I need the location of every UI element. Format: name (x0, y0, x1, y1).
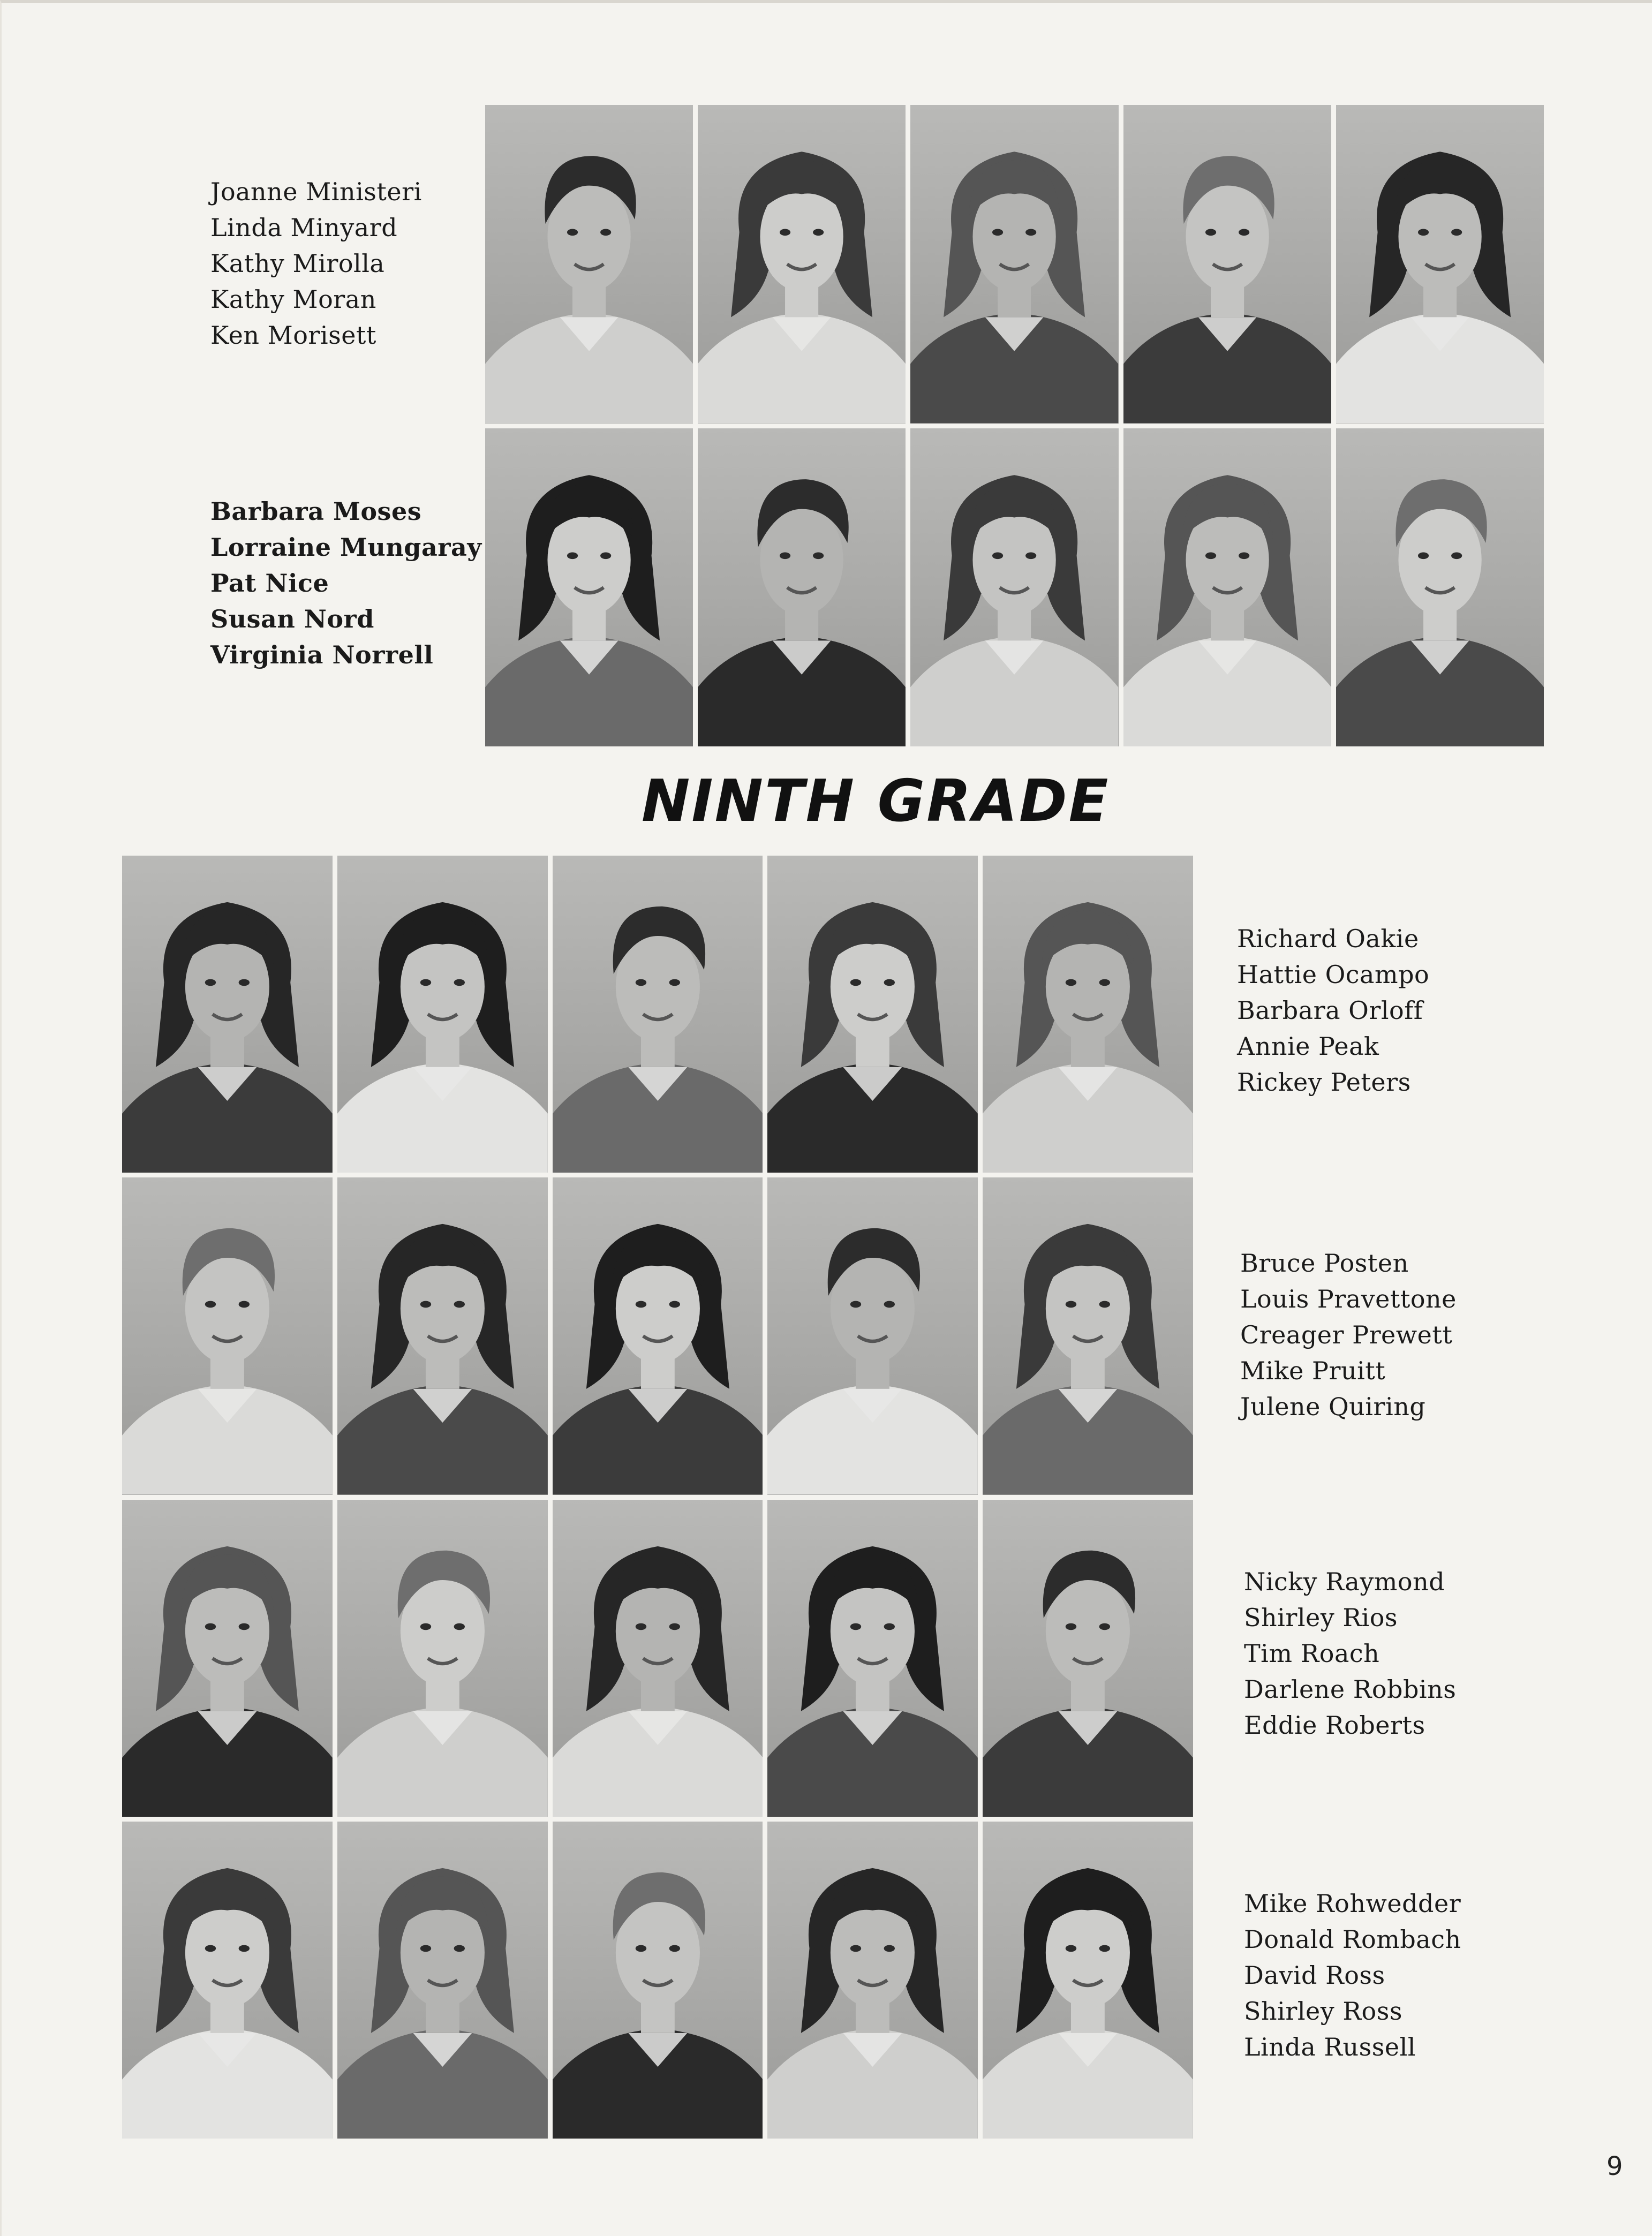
ninth-grade-name-list-row-3 (1244, 1564, 1456, 1743)
ninth-grade-name-list-row-2 (1240, 1245, 1457, 1425)
portrait-drawing (910, 105, 1118, 424)
portrait-drawing (553, 1500, 763, 1817)
top-portrait-photo (485, 105, 693, 424)
portrait-drawing (910, 428, 1118, 747)
portrait-drawing (122, 856, 333, 1173)
student-name: Shirley Ross (1244, 1997, 1402, 2026)
student-name: Joanne Ministeri (210, 177, 422, 206)
top-portrait-photo (910, 105, 1118, 424)
portrait-drawing (122, 1177, 333, 1494)
student-name: Linda Russell (1244, 2033, 1416, 2061)
portrait-drawing (337, 1177, 548, 1494)
page-number: 9 (1606, 2151, 1623, 2181)
top-portrait-photo (1123, 105, 1331, 424)
portrait-drawing (337, 856, 548, 1173)
ninth-grade-portrait-photo (767, 1500, 978, 1817)
portrait-drawing (1123, 105, 1331, 424)
ninth-grade-portrait-photo (767, 856, 978, 1173)
portrait-drawing (1336, 105, 1544, 424)
ninth-grade-portrait-photo (983, 1822, 1193, 2139)
portrait-drawing (983, 1177, 1193, 1494)
student-name: Bruce Posten (1240, 1249, 1409, 1278)
ninth-grade-portrait-photo (122, 856, 333, 1173)
portrait-drawing (767, 1177, 978, 1494)
portrait-drawing (553, 856, 763, 1173)
student-name: Rickey Peters (1237, 1068, 1411, 1097)
portrait-drawing (698, 105, 906, 424)
name-list-row-2 (210, 494, 482, 673)
portrait-drawing (767, 856, 978, 1173)
ninth-grade-portrait-photo (337, 856, 548, 1173)
portrait-drawing (1336, 428, 1544, 747)
ninth-grade-portrait-photo (122, 1500, 333, 1817)
ninth-grade-name-list-row-1 (1237, 921, 1429, 1100)
ninth-grade-portrait-photo (983, 856, 1193, 1173)
portrait-drawing (122, 1500, 333, 1817)
portrait-drawing (553, 1177, 763, 1494)
portrait-drawing (983, 856, 1193, 1173)
student-name: Linda Minyard (210, 213, 398, 242)
ninth-grade-portrait-photo (983, 1177, 1193, 1494)
student-name: Kathy Mirolla (210, 249, 385, 278)
portrait-drawing (337, 1822, 548, 2139)
portrait-drawing (983, 1822, 1193, 2139)
student-name: Lorraine Mungaray (210, 533, 482, 562)
portrait-drawing (122, 1822, 333, 2139)
portrait-drawing (698, 428, 906, 747)
portrait-drawing (767, 1500, 978, 1817)
student-name: Mike Pruitt (1240, 1356, 1386, 1385)
portrait-drawing (553, 1822, 763, 2139)
portrait-drawing (983, 1500, 1193, 1817)
ninth-grade-portrait-photo (553, 1500, 763, 1817)
student-name: Tim Roach (1244, 1639, 1380, 1668)
student-name: Nicky Raymond (1244, 1567, 1445, 1596)
ninth-grade-portrait-photo (553, 1177, 763, 1494)
student-name: Julene Quiring (1240, 1392, 1426, 1421)
top-portrait-photo (698, 105, 906, 424)
portrait-drawing (485, 105, 693, 424)
top-portrait-photo (1336, 105, 1544, 424)
student-name: Louis Pravettone (1240, 1285, 1457, 1313)
student-name: Eddie Roberts (1244, 1711, 1425, 1740)
student-name: Mike Rohwedder (1244, 1889, 1461, 1918)
student-name: Darlene Robbins (1244, 1675, 1457, 1704)
portrait-drawing (485, 428, 693, 747)
top-portrait-photo (910, 428, 1118, 747)
name-list-row-1 (210, 174, 422, 353)
ninth-grade-portrait-photo (122, 1177, 333, 1494)
student-name: Donald Rombach (1244, 1925, 1461, 1954)
top-portrait-photo (1123, 428, 1331, 747)
student-name: Ken Morisett (210, 321, 376, 350)
top-portrait-photo (485, 428, 693, 747)
student-name: Barbara Orloff (1237, 996, 1423, 1025)
student-name: Susan Nord (210, 605, 374, 633)
ninth-grade-name-list-row-4 (1244, 1886, 1461, 2065)
student-name: Barbara Moses (210, 497, 422, 526)
ninth-grade-photo-grid (122, 856, 1193, 2139)
student-name: Shirley Rios (1244, 1603, 1398, 1632)
top-portrait-photo (1336, 428, 1544, 747)
portrait-drawing (337, 1500, 548, 1817)
top-photo-grid (485, 105, 1544, 746)
student-name: David Ross (1244, 1961, 1385, 1990)
ninth-grade-portrait-photo (553, 1822, 763, 2139)
ninth-grade-portrait-photo (122, 1822, 333, 2139)
student-name: Hattie Ocampo (1237, 960, 1430, 989)
section-title: NINTH GRADE (642, 768, 1110, 835)
portrait-drawing (767, 1822, 978, 2139)
ninth-grade-portrait-photo (337, 1177, 548, 1494)
ninth-grade-portrait-photo (767, 1822, 978, 2139)
student-name: Annie Peak (1237, 1032, 1379, 1061)
student-name: Creager Prewett (1240, 1320, 1453, 1349)
ninth-grade-portrait-photo (337, 1822, 548, 2139)
ninth-grade-portrait-photo (767, 1177, 978, 1494)
student-name: Virginia Norrell (210, 640, 434, 669)
ninth-grade-portrait-photo (983, 1500, 1193, 1817)
student-name: Richard Oakie (1237, 924, 1419, 953)
top-portrait-photo (698, 428, 906, 747)
student-name: Pat Nice (210, 569, 329, 598)
ninth-grade-portrait-photo (337, 1500, 548, 1817)
student-name: Kathy Moran (210, 285, 376, 314)
ninth-grade-portrait-photo (553, 856, 763, 1173)
portrait-drawing (1123, 428, 1331, 747)
